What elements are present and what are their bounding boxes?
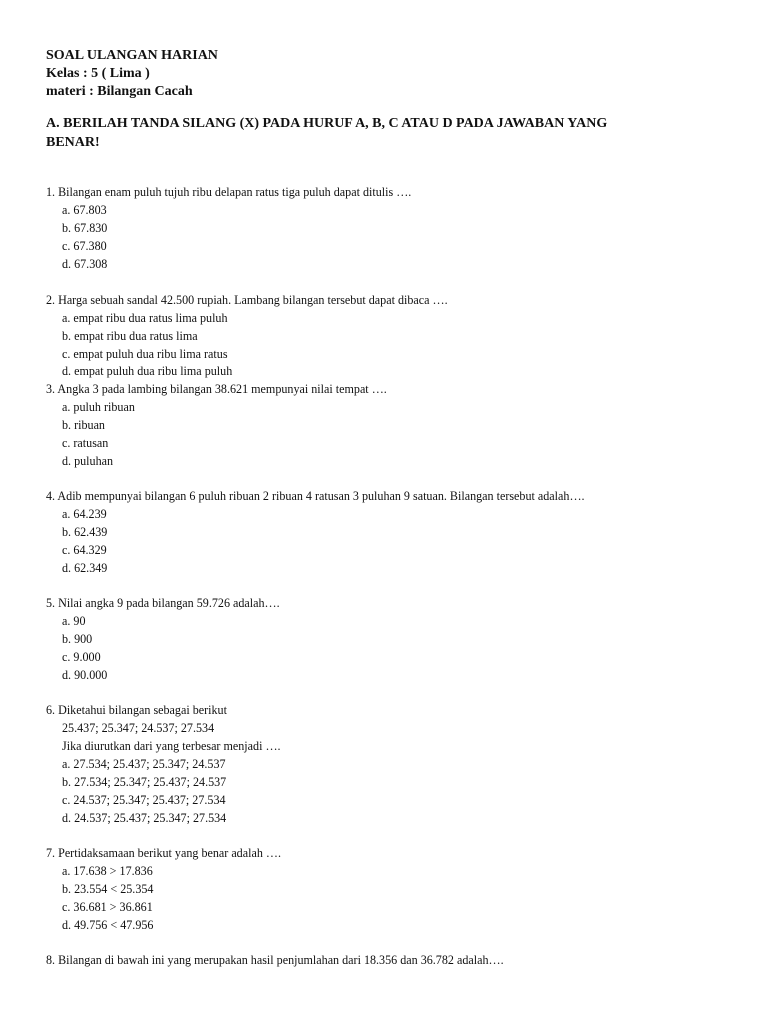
q2-option-d: d. empat puluh dua ribu lima puluh [62,363,233,378]
q7-option-c: c. 36.681 > 36.861 [62,899,153,914]
q4-option-c: c. 64.329 [62,542,107,557]
q4-option-b: b. 62.439 [62,524,108,539]
question-6: 6. Diketahui bilangan sebagai berikut [46,702,227,717]
q1-option-c: c. 67.380 [62,238,107,253]
q2-option-a: a. empat ribu dua ratus lima puluh [62,310,228,325]
q2-option-b: b. empat ribu dua ratus lima [62,328,198,343]
q6-prompt: Jika diurutkan dari yang terbesar menjadi …. [62,738,281,753]
q4-option-a: a. 64.239 [62,506,107,521]
q6-option-b: b. 27.534; 25.347; 25.437; 24.537 [62,774,227,789]
q3-option-d: d. puluhan [62,453,114,468]
instruction-line-1: A. BERILAH TANDA SILANG (X) PADA HURUF A, B, C ATAU D PADA JAWABAN YANG [46,116,608,131]
q6-option-a: a. 27.534; 25.437; 25.347; 24.537 [62,756,226,771]
question-8: 8. Bilangan di bawah ini yang merupakan hasil penjumlahan dari 18.356 dan 36.782 adalah…. [46,952,504,967]
q4-option-d: d. 62.349 [62,560,108,575]
q1-option-d: d. 67.308 [62,256,108,271]
q3-option-b: b. ribuan [62,417,105,432]
q5-option-a: a. 90 [62,613,86,628]
q5-option-d: d. 90.000 [62,667,108,682]
question-3: 3. Angka 3 pada lambing bilangan 38.621 mempunyai nilai tempat …. [46,381,387,396]
q5-option-b: b. 900 [62,631,93,646]
q2-option-c: c. empat puluh dua ribu lima ratus [62,346,228,361]
q6-option-d: d. 24.537; 25.437; 25.347; 27.534 [62,810,227,825]
question-2: 2. Harga sebuah sandal 42.500 rupiah. Lambang bilangan tersebut dapat dibaca …. [46,292,448,307]
q5-option-c: c. 9.000 [62,649,101,664]
question-4: 4. Adib mempunyai bilangan 6 puluh ribuan 2 ribuan 4 ratusan 3 puluhan 9 satuan. Bilangan tersebut adalah…. [46,488,585,503]
q3-option-a: a. puluh ribuan [62,399,135,414]
question-7: 7. Pertidaksamaan berikut yang benar adalah …. [46,845,281,860]
q7-option-b: b. 23.554 < 25.354 [62,881,154,896]
q1-option-a: a. 67.803 [62,202,107,217]
doc-title: SOAL ULANGAN HARIAN [46,48,218,63]
q1-option-b: b. 67.830 [62,220,108,235]
q7-option-d: d. 49.756 < 47.956 [62,917,154,932]
q6-number-list: 25.437; 25.347; 24.537; 27.534 [62,720,215,735]
question-5: 5. Nilai angka 9 pada bilangan 59.726 adalah…. [46,595,280,610]
q3-option-c: c. ratusan [62,435,109,450]
q7-option-a: a. 17.638 > 17.836 [62,863,153,878]
class-info: Kelas : 5 ( Lima ) [46,66,150,81]
instruction-line-2: BENAR! [46,135,100,150]
subject-info: materi : Bilangan Cacah [46,84,193,99]
question-1: 1. Bilangan enam puluh tujuh ribu delapan ratus tiga puluh dapat ditulis …. [46,184,412,199]
q6-option-c: c. 24.537; 25.347; 25.437; 27.534 [62,792,226,807]
